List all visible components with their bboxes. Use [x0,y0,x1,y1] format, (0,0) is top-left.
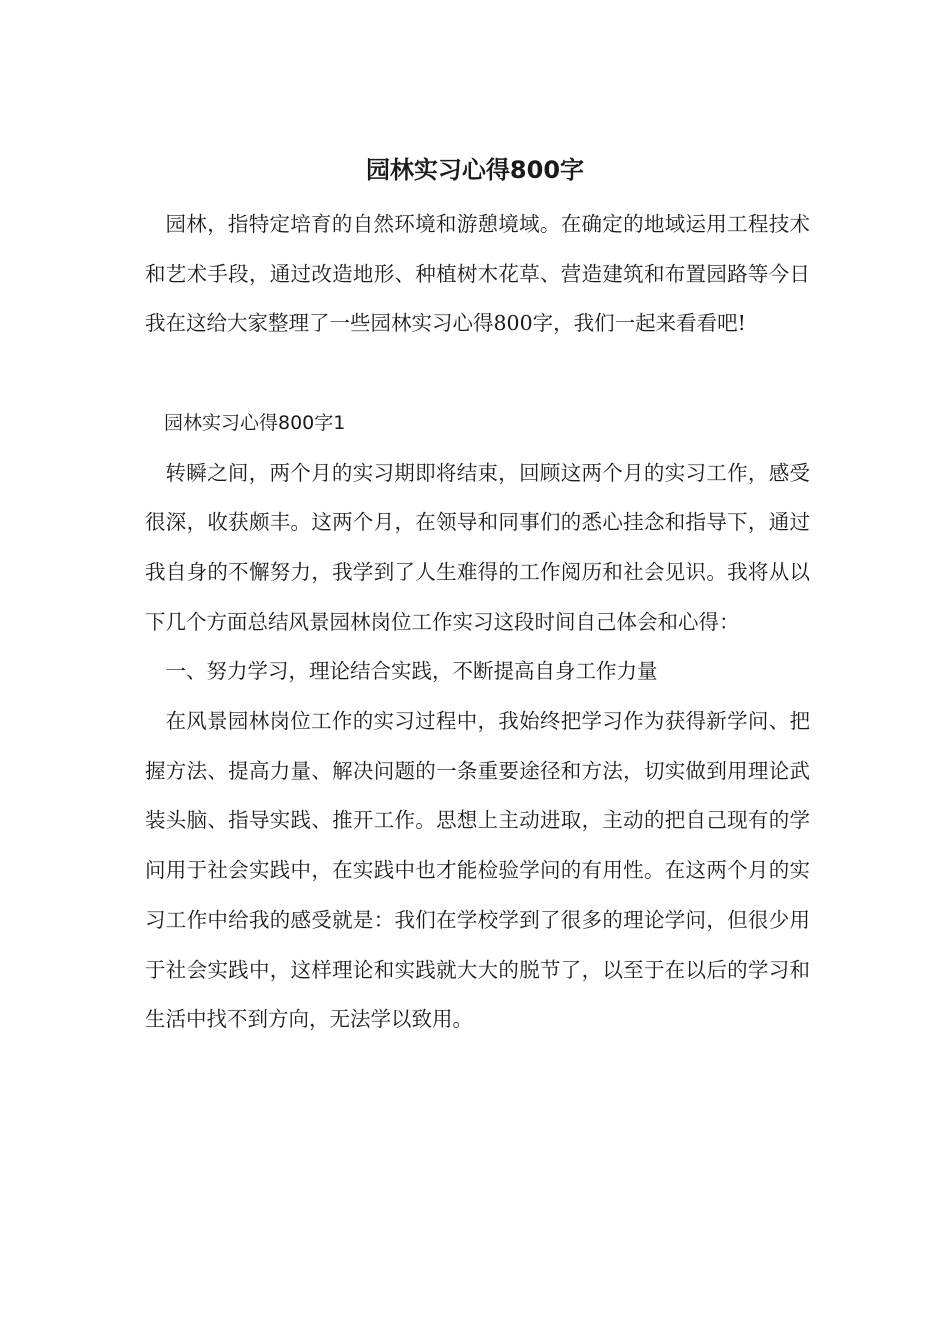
body-subheading: 一、努力学习，理论结合实践，不断提高自身工作力量 [165,659,658,684]
section-heading: 园林实习心得800字1 [164,411,346,434]
document-body [145,200,810,1045]
intro-paragraph: 园林，指特定培育的自然环境和游憩境域。在确定的地域运用工程技术和艺术手段，通过改造地形、种植树木花草、营造建筑和布置园路等今日我在这给大家整理了一些园林实习心得800字，我们一起来看看吧! [145,212,810,336]
document-title: 园林实习心得800字 [365,156,585,184]
body-paragraph: 在风景园林岗位工作的实习过程中，我始终把学习作为获得新学问、把握方法、提高力量、解决问题的一条重要途径和方法，切实做到用理论武装头脑、指导实践、推开工作。思想上主动进取，主动的把自己现有的学问用于社会实践中，在实践中也才能检验学问的有用性。在这两个月的实习工作中给我的感受就是：我们在学校学到了很多的理论学问，但很少用于社会实践中，这样理论和实践就大大的脱节了，以至于在以后的学习和生活中找不到方向，无法学以致用。 [145,709,810,1032]
paragraph-spacer [145,349,810,399]
body-paragraph: 转瞬之间，两个月的实习期即将结束，回顾这两个月的实习工作，感受很深，收获颇丰。这两个月，在领导和同事们的悉心挂念和指导下，通过我自身的不懈努力，我学到了人生难得的工作阅历和社会见识。我将从以下几个方面总结风景园林岗位工作实习这段时间自己体会和心得： [145,460,810,634]
